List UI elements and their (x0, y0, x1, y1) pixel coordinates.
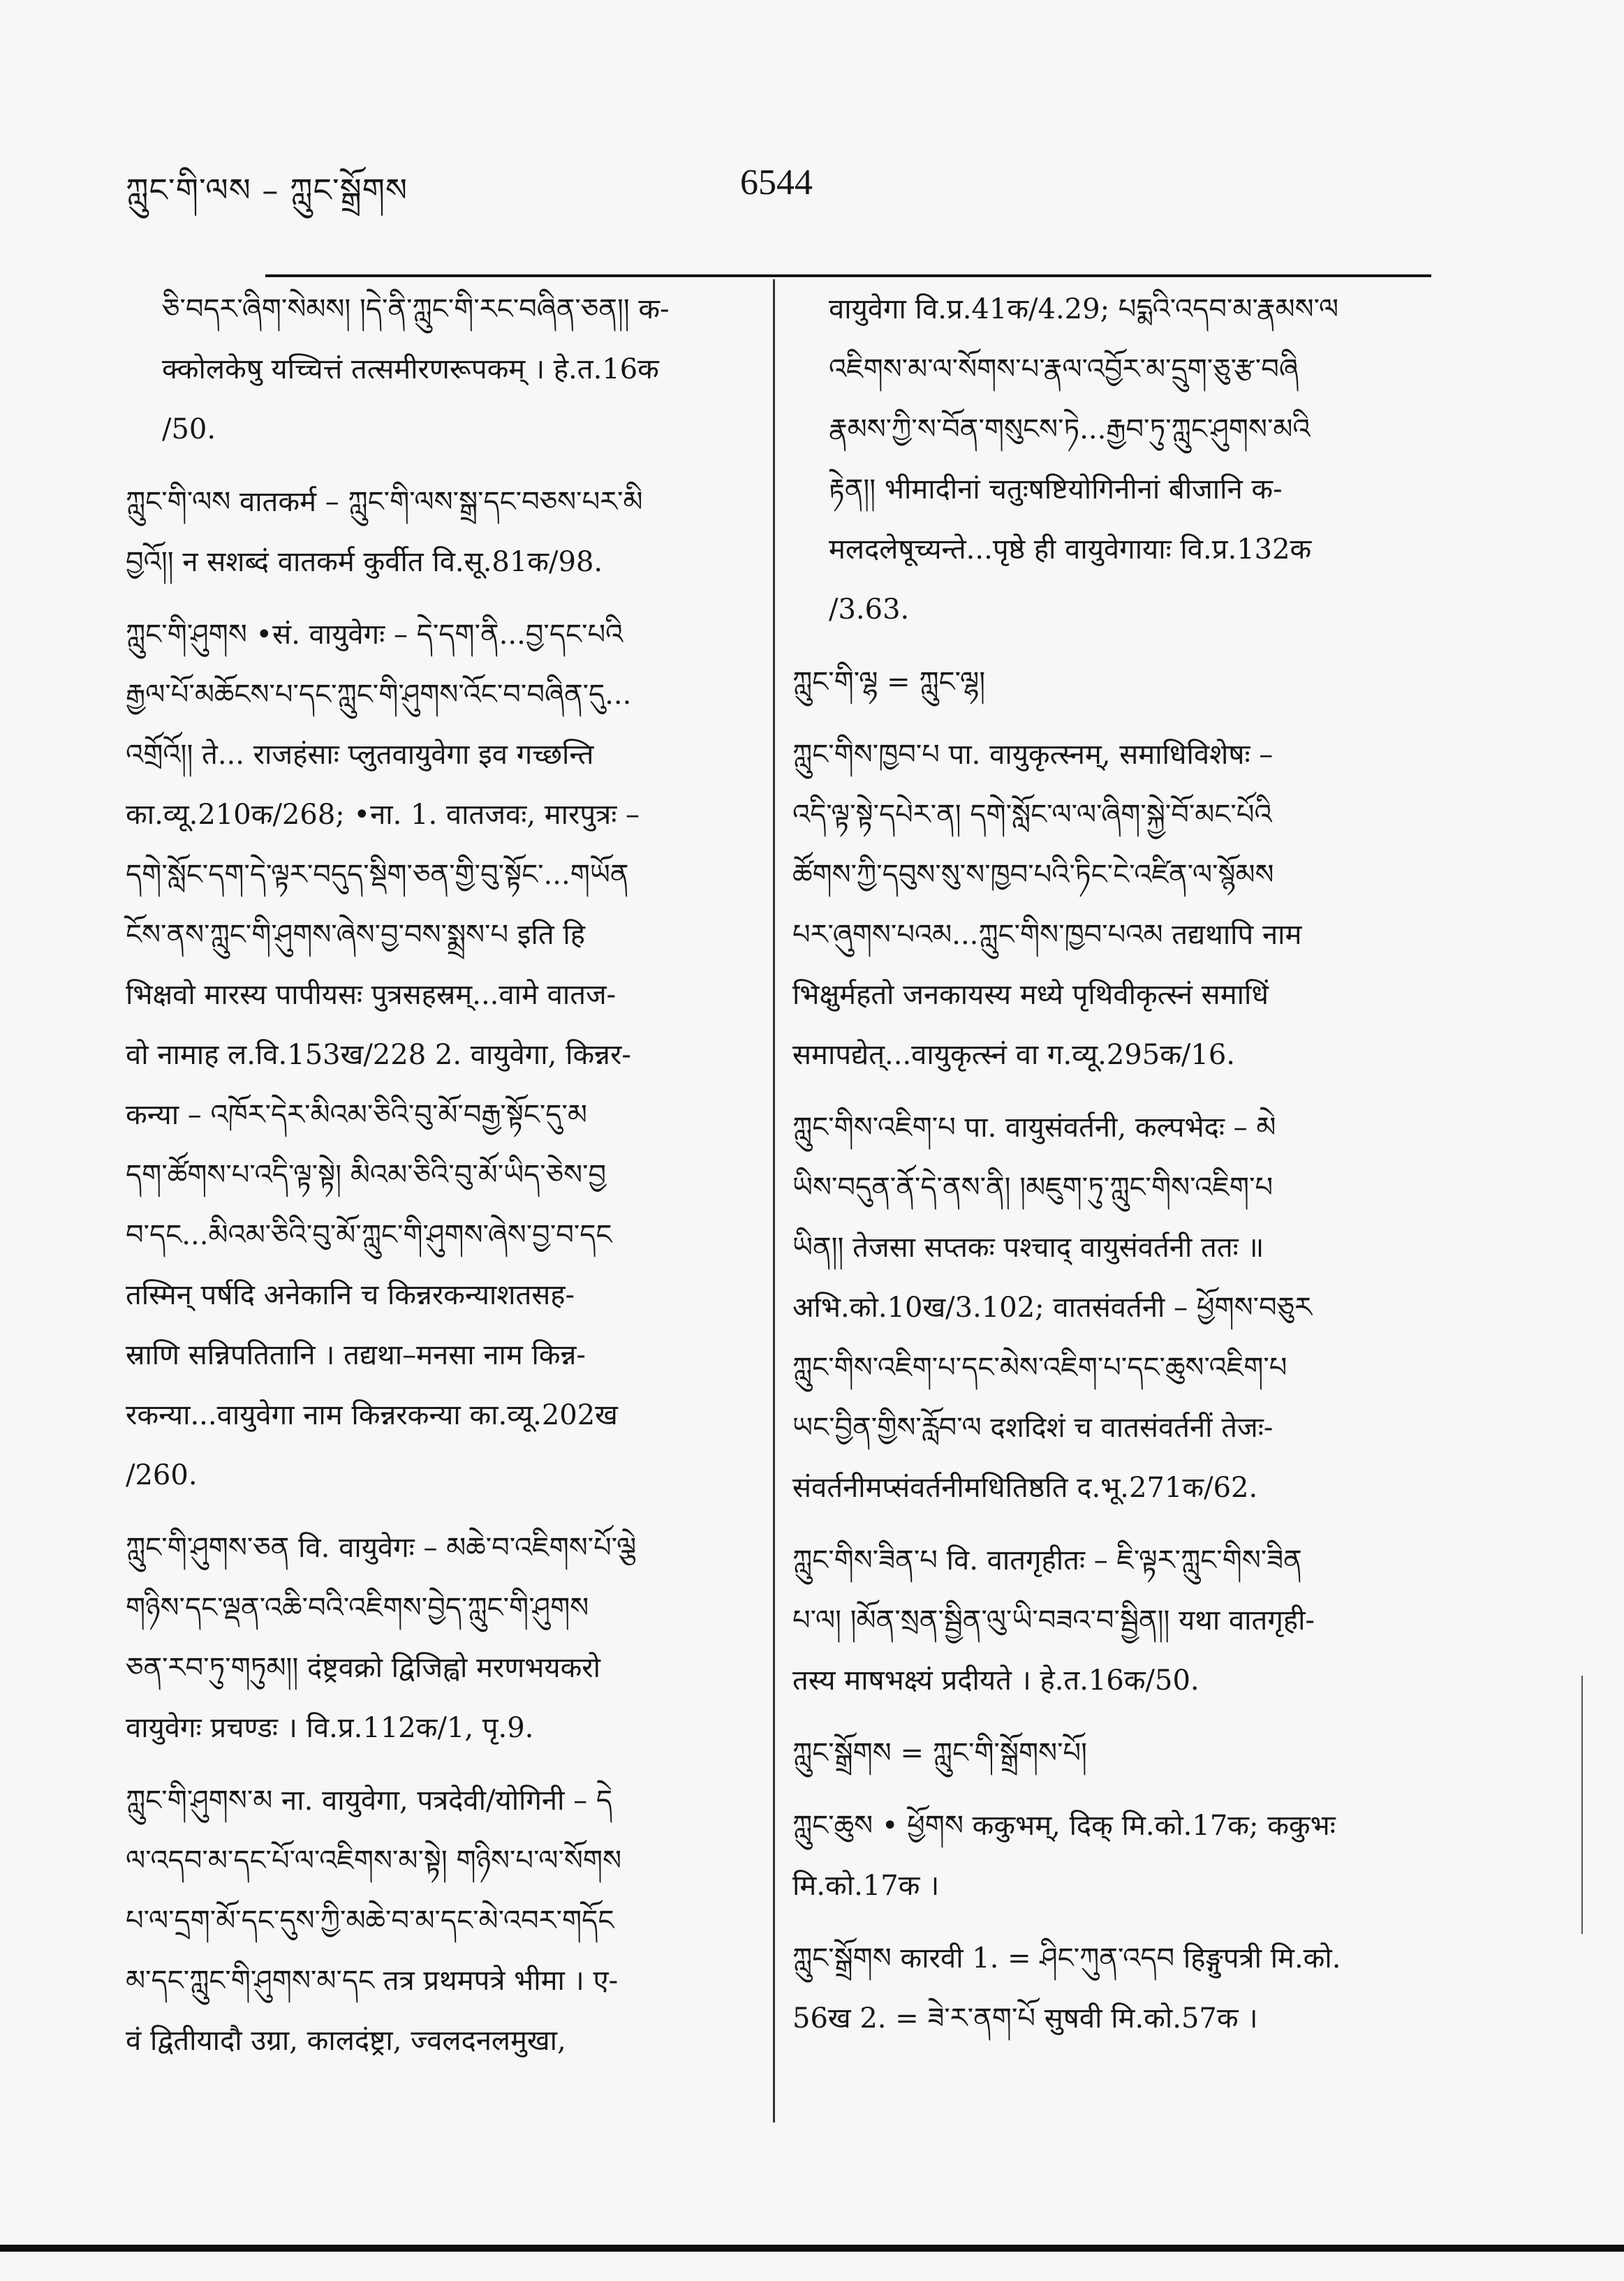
entry-line: तस्मिन् पर्षदि अनेकानि च किन्नरकन्याशतसह- (126, 1279, 575, 1311)
entry-continuation (126, 279, 740, 459)
entry-line: ཀླུང་སྒྲོགས कारवी 1. = ཤིང་ཀུན་འདབ हिङ्गुपत्री मि.को. (792, 1942, 1341, 1974)
entry-line: རྟེན།། भीमादीनां चतुःषष्टियोगिनीनां बीजानि क- (829, 473, 1283, 505)
entry-line: तस्य माषभक्ष्यं प्रदीयते । हे.त.16क/50. (792, 1664, 1199, 1697)
header-rule (265, 274, 1431, 277)
bottom-edge (0, 2245, 1624, 2252)
entry-line: 56ख 2. = ཟེ་ར་ནག་པོ सुषवी मि.को.57क । (792, 2002, 1258, 2035)
dictionary-entry (792, 1098, 1428, 1518)
entry-line: वायुवेगा वि.प्र.41क/4.29; པདྨའི་འདབ་མ་རྣམས་ལ (829, 293, 1339, 325)
entry-line: ཅི་བདར་ཞིག་སེམས། །དེ་ནི་ཀླུང་གི་རང་བཞིན་ཅན།། क- (162, 293, 670, 325)
running-head: ཀླུང་གི་ལས – ཀླུང་སྒྲོགས (126, 171, 408, 209)
entry-line: ཀླུང་གི་ལས वातकर्म – ཀླུང་གི་ལས་སྒྲ་དང་བཅས་པར་མི (126, 486, 643, 518)
dictionary-entry (126, 1518, 740, 1758)
dictionary-entry (792, 1928, 1428, 2049)
entry-line: ཀླུང་གིས་ཟིན་པ वि. वातगृहीतः – ཇི་ལྟར་ཀླུང་གིས་ཟིན (792, 1544, 1302, 1577)
entry-line: དགེ་སློང་དག་དེ་ལྟར་བདུད་སྡིག་ཅན་གྱི་བུ་སྟོང་...གཡོན (126, 859, 629, 891)
entry-line: འཇིགས་མ་ལ་སོགས་པ་རྣལ་འབྱོར་མ་དྲུག་ཅུ་རྩ་བཞི (829, 353, 1299, 385)
page-number: 6544 (740, 163, 813, 202)
entry-line: क्कोलकेषु यच्चित्तं तत्समीरणरूपकम् । हे.त.16क (162, 353, 659, 385)
entry-line: वो नामाह ल.वि.153ख/228 2. वायुवेगा, किन्नर- (126, 1039, 631, 1071)
entry-line: वं द्वितीयादौ उग्रा, कालदंष्ट्रा, ज्वलदनलमुखा, (126, 2025, 566, 2057)
entry-line: ཀླུང་གི་ལྷ = ཀླུང་ལྷ། (792, 666, 986, 698)
entry-line: स्राणि सन्निपतितानि । तद्यथा–मनसा नाम किन्न- (126, 1339, 586, 1371)
entry-line: ཚོགས་ཀྱི་དབུས་སུ་ས་ཁྱབ་པའི་ཏིང་ངེ་འཛིན་ལ་སྙོམས (792, 859, 1274, 891)
entry-line: བྱའོ།། न सशब्दं वातकर्म कुर्वीत वि.सू.81क/98. (126, 546, 603, 578)
dictionary-entry (792, 1796, 1428, 1916)
entry-line: वायुवेगः प्रचण्डः । वि.प्र.112क/1, पृ.9. (126, 1712, 534, 1744)
entry-line: འགྲོའོ།། ते... राजहंसाः प्लुतवायुवेगा इव गच्छन्ति (126, 739, 594, 771)
entry-line: भिक्षुर्महतो जनकायस्य मध्ये पृथिवीकृत्स्नं समाधिं (792, 979, 1269, 1011)
column-divider (773, 279, 775, 2123)
entry-line: ངོས་ནས་ཀླུང་གི་ཤུགས་ཞེས་བྱ་བས་སྨྲས་པ इति हि (126, 919, 585, 951)
entry-line: ཅན་རབ་ཏུ་གཏུམ།། दंष्ट्रवक्रो द्विजिह्वो मरणभयकरो (126, 1652, 601, 1684)
entry-line: ཀླུང་གིས་འཇིག་པ་དང་མེས་འཇིག་པ་དང་ཆུས་འཇིག་པ (792, 1352, 1287, 1384)
entry-line: रकन्या...वायुवेगा नाम किन्नरकन्या का.व्यू.202ख (126, 1399, 618, 1431)
entry-line: རྒྱལ་པོ་མཆོངས་པ་དང་ཀླུང་གི་ཤུགས་འོང་བ་བཞིན་དུ... (126, 679, 632, 711)
margin-mark (1581, 1676, 1583, 1934)
left-column (126, 279, 740, 2083)
dictionary-entry (792, 1723, 1428, 1783)
entry-line: ཀླུང་གི་ཤུགས •सं. वायुवेगः – དེ་དག་ནི...བྱ་དང་པའི (126, 619, 623, 651)
entry-line: कन्या – འཁོར་དེར་མིའམ་ཅིའི་བུ་མོ་བརྒྱ་སྟོང་དུ་མ (126, 1099, 587, 1131)
entry-line: པ་ལ་དྲག་མོ་དང་དུས་ཀྱི་མཆེ་བ་མ་དང་མེ་འབར་གདོང (126, 1905, 614, 1937)
entry-line: ཀླུང་གི་ཤུགས་ཅན वि. वायुवेगः – མཆེ་བ་འཇིགས་པོ་ལྕེ (126, 1532, 637, 1564)
entry-line: /260. (126, 1459, 198, 1491)
entry-line: मि.को.17क । (792, 1870, 940, 1902)
entry-line: ལ་འདབ་མ་དང་པོ་ལ་འཇིགས་མ་སྟེ། གཉིས་པ་ལ་སོགས (126, 1845, 622, 1877)
entry-line: समापद्येत्...वायुकृत्स्नं वा ग.व्यू.295क/16. (792, 1039, 1236, 1071)
entry-line: དག་ཚོགས་པ་འདི་ལྟ་སྟེ། མིའམ་ཅིའི་བུ་མོ་ཡིད་ཅེས་བྱ (126, 1159, 607, 1191)
dictionary-entry (792, 725, 1428, 1085)
entry-line: ཀླུང་གི་ཤུགས་མ ना. वायुवेगा, पत्रदेवी/योगिनी – དེ (126, 1785, 613, 1817)
entry-line: अभि.को.10ख/3.102; वातसंवर्तनी – ཕྱོགས་བཅུར (792, 1292, 1313, 1324)
entry-line: ཀླུང་གིས་ཁྱབ་པ पा. वायुकृत्स्नम्, समाधिविशेषः – (792, 739, 1274, 771)
entry-line: པ་ལ། །མོན་སྲན་སྦྱིན་ལུ་ཡི་བཟའ་བ་སྦྱིན།། यथा वातगृही- (792, 1604, 1315, 1637)
dictionary-entry (126, 1771, 740, 2071)
entry-line: བ་དང...མིའམ་ཅིའི་བུ་མོ་ཀླུང་གི་ཤུགས་ཞེས་བྱ་བ་དང (126, 1219, 612, 1251)
entry-line: འདི་ལྟ་སྟེ་དཔེར་ན། དགེ་སློང་ལ་ལ་ཞིག་སྐྱེ་བོ་མང་པོའི (792, 799, 1272, 831)
entry-line: मलदलेषूच्यन्ते...पृष्ठे ही वायुवेगायाः वि.प्र.132क (829, 533, 1312, 566)
entry-line: ཡིན།། तेजसा सप्तकः पश्चाद् वायुसंवर्तनी ततः ॥ (792, 1232, 1264, 1264)
entry-line: ཀླུང་གིས་འཇིག་པ पा. वायुसंवर्तनी, कल्पभेदः – མེ (792, 1112, 1276, 1144)
dictionary-entry (126, 472, 740, 592)
right-column (792, 279, 1428, 2061)
entry-continuation (792, 279, 1428, 640)
entry-line: ཡིས་བདུན་ནོ་དེ་ནས་ནི། །མཇུག་ཏུ་ཀླུང་གིས་འཇིག་པ (792, 1172, 1274, 1204)
entry-line: ཀླུང་སྒྲོགས = ཀླུང་གི་སྒྲོགས་པོ། (792, 1737, 1088, 1769)
entry-line: ཀླུང་ཆུས • ཕྱོགས ककुभम्, दिक् मि.को.17क; ककुभः (792, 1810, 1336, 1842)
entry-line: གཉིས་དང་ལྡན་འཆི་བའི་འཇིགས་བྱེད་ཀླུང་གི་ཤུགས (126, 1592, 589, 1624)
entry-line: པར་ཞུགས་པའམ...ཀླུང་གིས་ཁྱབ་པའམ तद्यथापि नाम (792, 919, 1302, 951)
dictionary-entry (792, 652, 1428, 712)
entry-line: ཡང་བྱིན་གྱིས་རློབ་ལ दशदिशं च वातसंवर्तनीं तेजः- (792, 1412, 1274, 1444)
entry-line: का.व्यू.210क/268; •ना. 1. वातजवः, मारपुत्रः – (126, 799, 640, 831)
entry-line: /50. (162, 413, 216, 445)
entry-line: भिक्षवो मारस्य पापीयसः पुत्रसहस्रम्...वामे वातज- (126, 979, 617, 1011)
entry-line: རྣམས་ཀྱི་ས་བོན་གསུངས་ཏེ...རྒྱབ་ཏུ་ཀླུང་ཤུགས་མའི (829, 413, 1311, 445)
entry-line: མ་དང་ཀླུང་གི་ཤུགས་མ་དང तत्र प्रथमपत्रे भीमा । ए- (126, 1965, 619, 1997)
entry-line: /3.63. (829, 593, 910, 626)
dictionary-entry (792, 1530, 1428, 1711)
dictionary-entry (126, 605, 740, 1505)
entry-line: संवर्तनीमप्संवर्तनीमधितिष्ठति द.भू.271क/62. (792, 1472, 1258, 1504)
